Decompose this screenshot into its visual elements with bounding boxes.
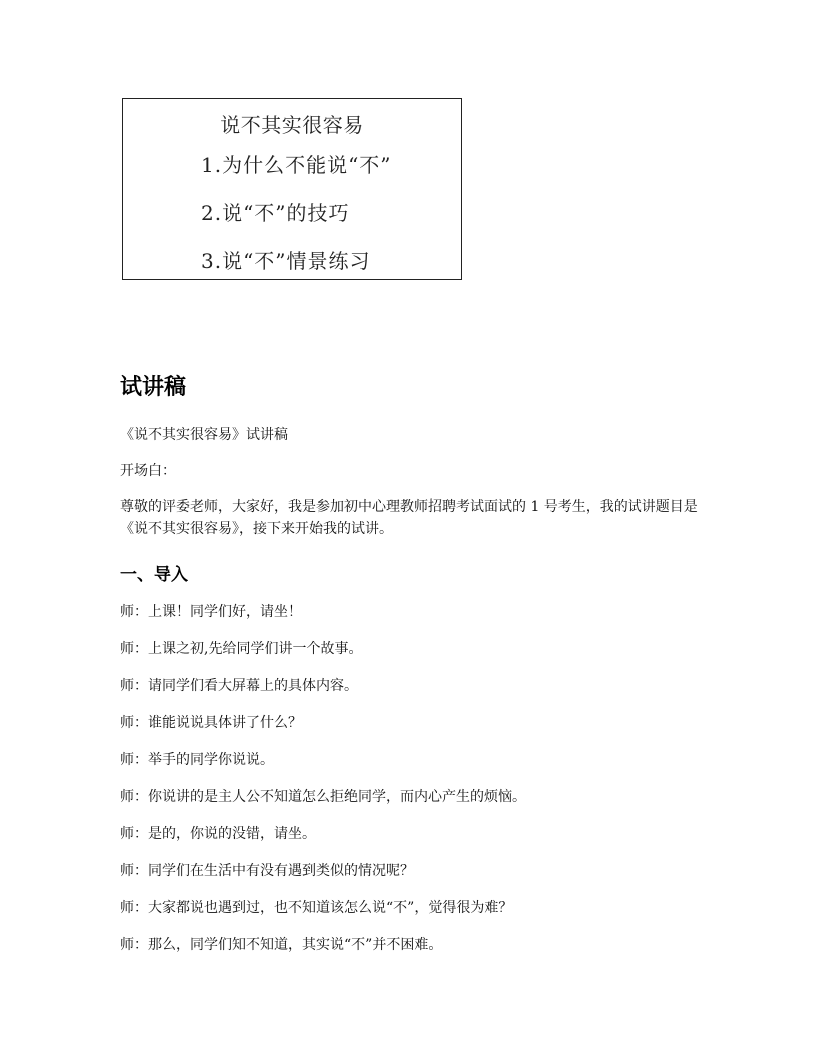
dialogue-line: 师：请同学们看大屏幕上的具体内容。 — [120, 678, 358, 694]
dialogue-line: 师：你说讲的是主人公不知道怎么拒绝同学，而内心产生的烦恼。 — [120, 789, 526, 805]
outline-item: 2.说“不”的技巧 — [201, 201, 350, 225]
outline-item: 3.说“不”情景练习 — [201, 249, 371, 273]
page-heading: 试讲稿 — [120, 375, 187, 400]
dialogue-line: 师：上课之初,先给同学们讲一个故事。 — [120, 641, 363, 657]
dialogue-line: 师：大家都说也遇到过，也不知道该怎么说“不”，觉得很为难？ — [120, 900, 513, 916]
section-heading: 一、导入 — [120, 565, 188, 585]
dialogue-line: 师：举手的同学你说说。 — [120, 752, 274, 768]
outline-title: 说不其实很容易 — [220, 113, 364, 137]
dialogue-line: 师：谁能说说具体讲了什么？ — [120, 715, 302, 731]
dialogue-line: 师：那么，同学们知不知道，其实说“不”并不困难。 — [120, 937, 443, 953]
lesson-outline-box — [122, 98, 462, 280]
opening-paragraph: 尊敬的评委老师，大家好，我是参加初中心理教师招聘考试面试的 1 号考生，我的试讲题目是《说不其实很容易》，接下来开始我的试讲。 — [120, 499, 698, 537]
dialogue-line: 师：上课！同学们好，请坐！ — [120, 604, 302, 620]
outline-item: 1.为什么不能说“不” — [201, 153, 392, 177]
dialogue-line: 师：同学们在生活中有没有遇到类似的情况呢？ — [120, 863, 414, 879]
dialogue-line: 师：是的，你说的没错，请坐。 — [120, 826, 316, 842]
document-title: 《说不其实很容易》试讲稿 — [120, 427, 288, 443]
opening-label: 开场白： — [120, 463, 176, 479]
